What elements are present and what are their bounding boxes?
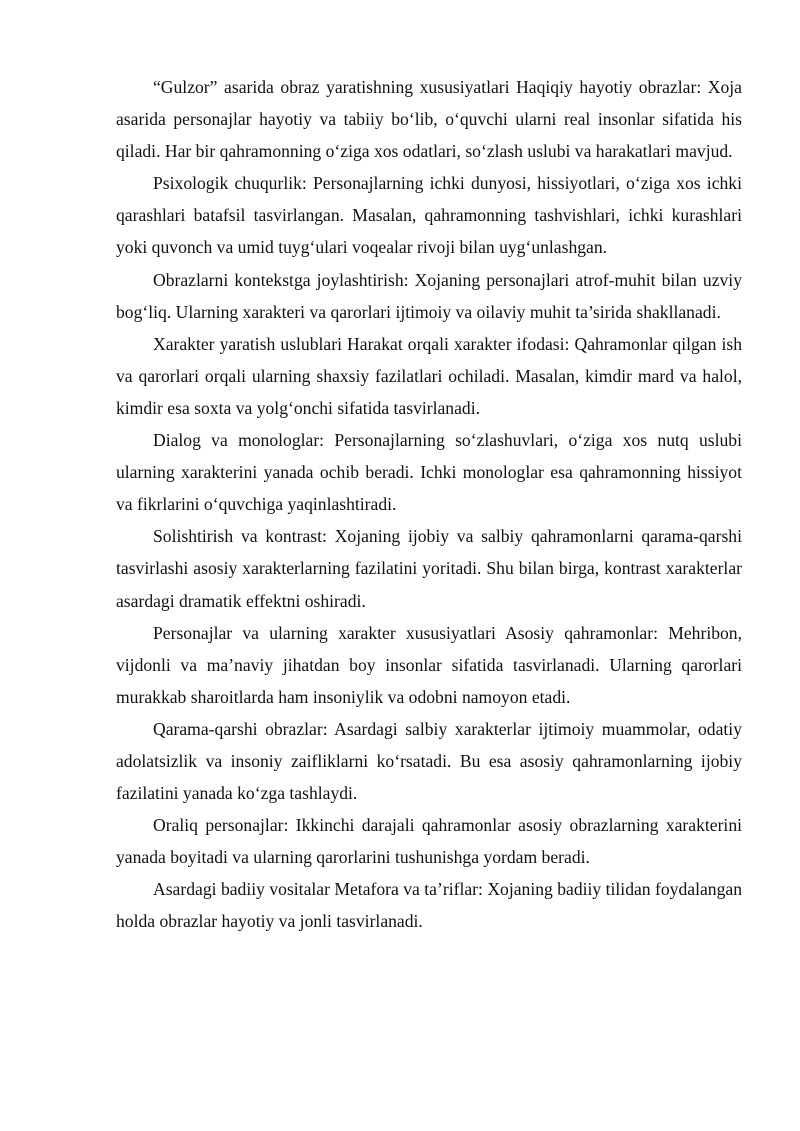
paragraph-gulzor-obraz: “Gulzor” asarida obraz yaratishning xususiyatlari Haqiqiy hayotiy obrazlar: Xoja asarida personajlar hayotiy va tabiiy bo‘lib, o‘quvchi ularni real insonlar sifatida his qiladi. Har bir qahramonning o‘ziga xos odatlari, so‘zlash uslubi va harakatlari mavjud. xyxy=(116,77,742,162)
paragraph-dialog-monolog: Dialog va monologlar: Personajlarning so‘zlashuvlari, o‘ziga xos nutq uslubi ularning xarakterini yanada ochib beradi. Ichki monologlar esa qahramonning hissiyot va fikrlarini o‘quvchiga yaqinlashtiradi. xyxy=(116,430,742,515)
paragraph-psixologik-chuqurlik: Psixologik chuqurlik: Personajlarning ichki dunyosi, hissiyotlari, o‘ziga xos ichki qarashlari batafsil tasvirlangan. Masalan, qahramonning tashvishlari, ichki kurashlari yoki quvonch va umid tuyg‘ulari voqealar rivoji bilan uyg‘unlashgan. xyxy=(116,173,742,258)
paragraph-qarama-qarshi-obrazlar: Qarama-qarshi obrazlar: Asardagi salbiy xarakterlar ijtimoiy muammolar, odatiy adolatsizlik va insoniy zaifliklarni ko‘rsatadi. Bu esa asosiy qahramonlarning ijobiy fazilatini yanada ko‘zga tashlaydi. xyxy=(116,718,742,804)
paragraph-solishtirish-kontrast: Solishtirish va kontrast: Xojaning ijobiy va salbiy qahramonlarni qarama-qarshi tasvirlashi asosiy xarakterlarning fazilatini yoritadi. Shu bilan birga, kontrast xarakterlar asardagi dramatik effektni oshiradi. xyxy=(116,526,742,611)
paragraph-oraliq-personajlar: Oraliq personajlar: Ikkinchi darajali qahramonlar asosiy obrazlarning xarakterini yanada boyitadi va ularning qarorlarini tushunishga yordam beradi. xyxy=(116,815,742,868)
paragraph-xarakter-uslublari: Xarakter yaratish uslublari Harakat orqali xarakter ifodasi: Qahramonlar qilgan ish va qarorlari orqali ularning shaxsiy fazilatlari ochiladi. Masalan, kimdir mard va halol, kimdir esa soxta va yolg‘onchi sifatida tasvirlanadi. xyxy=(116,333,742,418)
paragraph-asosiy-qahramonlar: Personajlar va ularning xarakter xususiyatlari Asosiy qahramonlar: Mehribon, vijdonli va ma’naviy jihatdan boy insonlar sifatida tasvirlanadi. Ularning qarorlari murakkab sharoitlarda ham insoniylik va odobni namoyon etadi. xyxy=(116,622,742,707)
paragraph-badiiy-vositalar: Asardagi badiiy vositalar Metafora va ta’riflar: Xojaning badiiy tilidan foydalangan holda obrazlar hayotiy va jonli tasvirlanadi. xyxy=(116,879,742,932)
paragraph-obrazlar-kontekst: Obrazlarni kontekstga joylashtirish: Xojaning personajlari atrof-muhit bilan uzviy bog‘liq. Ularning xarakteri va qarorlari ijtimoiy va oilaviy muhit ta’sirida shakllanadi. xyxy=(116,269,742,322)
document-page xyxy=(116,71,742,938)
